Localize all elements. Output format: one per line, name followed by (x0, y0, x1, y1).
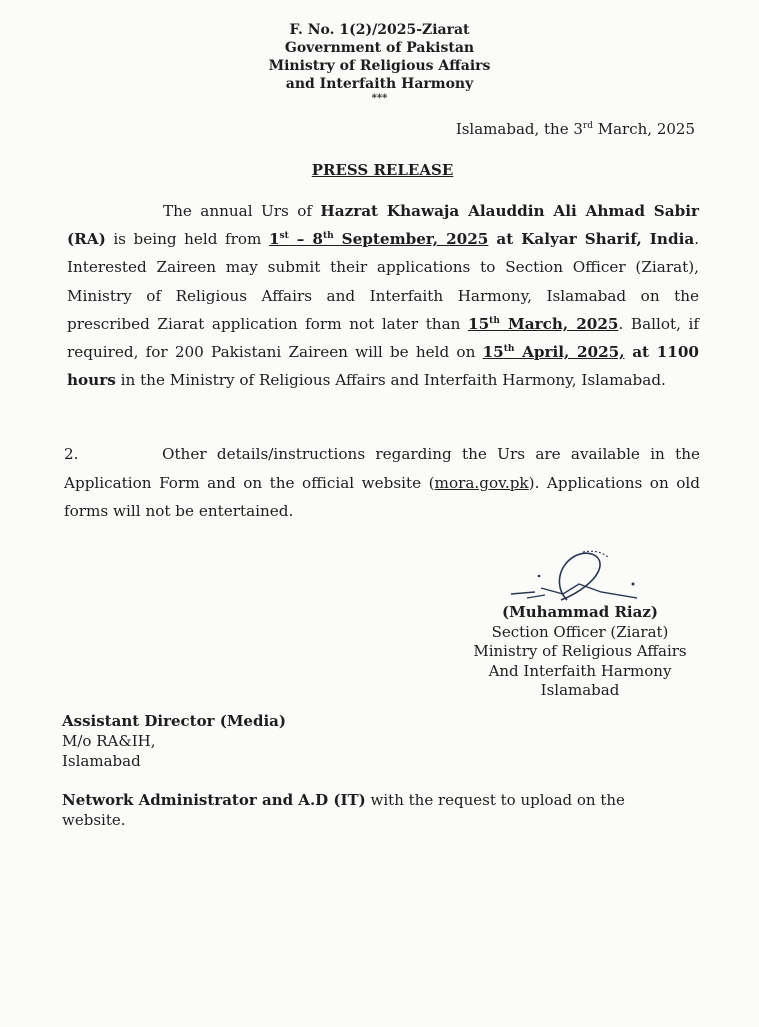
paragraph-2: 2. Other details/instructions regarding the Urs are available in the Application Form and on the official website (mora.gov.pk). Applications on old forms will not be entertained. (64, 445, 700, 520)
signatory-ministry-1: Ministry of Religious Affairs (473, 642, 687, 660)
recipient-2-title: Network Administrator and A.D (IT) (62, 791, 366, 809)
website-link[interactable]: mora.gov.pk (434, 473, 529, 492)
signatory-block (440, 603, 720, 701)
signatory-city: Islamabad (540, 681, 620, 699)
header-stars: *** (371, 93, 388, 104)
recipient-2-text: with the request to upload on the website. (62, 791, 625, 829)
government-name: Government of Pakistan (284, 40, 475, 56)
ministry-line-2: and Interfaith Harmony (285, 76, 474, 92)
ministry-line-1: Ministry of Religious Affairs (268, 58, 491, 74)
recipient-1-title: Assistant Director (Media) (62, 712, 286, 730)
signatory-ministry-2: And Interfaith Harmony (488, 661, 672, 680)
signatory-designation: Section Officer (Ziarat) (491, 622, 669, 641)
paragraph-1: The annual Urs of Hazrat Khawaja Alauddin Ali Ahmad Sabir (RA) is being held from 1st – 8th September, 2025 at Kalyar Sharif, India. Interested Zaireen may submit their applications to Section Officer (Ziarat), Ministry of Religious Affairs and Interfaith Harmony, Islamabad on the prescribed Ziarat application form not later than 15th March, 2025. Ballot, if required, for 200 Pakistani Zaireen will be held on 15th April, 2025, at 1100 hours in the Ministry of Religious Affairs and Interfaith Harmony, Islamabad. (67, 202, 700, 390)
signatory-name: (Muhammad Riaz) (502, 603, 658, 621)
recipient-1-line2: M/o RA&IH, (62, 732, 156, 750)
recipient-1 (62, 711, 286, 771)
file-number: F. No. 1(2)/2025-Ziarat (289, 22, 470, 38)
press-release-title: PRESS RELEASE (311, 161, 454, 179)
issue-date: Islamabad, the 3rd March, 2025 (455, 120, 695, 138)
recipient-2 (62, 790, 662, 830)
recipient-1-line3: Islamabad (62, 752, 141, 770)
